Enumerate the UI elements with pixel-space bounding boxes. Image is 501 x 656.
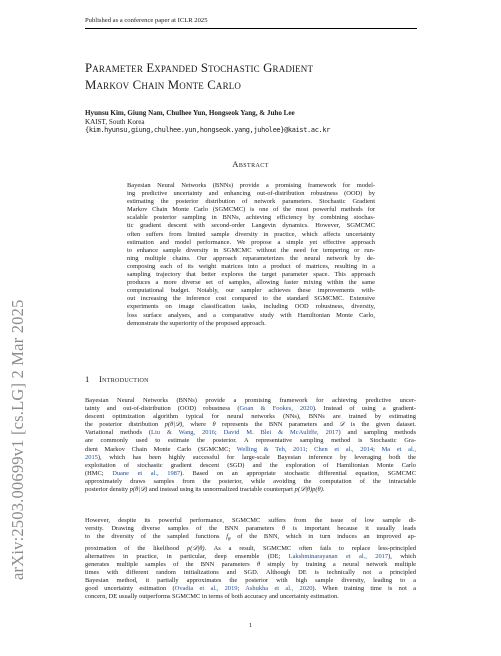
header-rule [85,28,417,29]
affiliation: KAIST, South Korea [85,118,145,126]
abstract-heading: Abstract [232,159,269,169]
paper-title [85,60,415,94]
abstract-body [127,182,375,328]
page-number: 1 [248,622,253,629]
math-expression: p(θ|𝒟) [164,421,183,429]
title-line-1: Parameter Expanded Stochastic Gradient [85,61,314,75]
citation-link[interactable]: Liu & Wang, 2016 [151,429,215,437]
text-line: Variational methods (Liu & Wang, 2016; David M. Blei & McAuliffe, 2017) and sampling methods [85,429,417,437]
text-line: descent optimization algorithm typical for neural networks (NNs), BNNs are trained by estimating [85,413,416,421]
author-emails[interactable]: {kim.hyunsu,giung,chulhee.yun,hongseok.yang,juholee}@kaist.ac.kr [85,126,331,134]
citation-link[interactable]: Chen et al., 2014 [314,445,374,453]
citation-link[interactable]: Ashukha et al., 2020 [245,585,313,593]
text-line: Bayesian method, it partially approximates the posterior with high sample diversity, leading to a [85,576,416,584]
section-number: 1 [85,374,90,384]
math-expression: 𝒟 [339,421,345,429]
arxiv-id[interactable]: arXiv:2503.00699v1 [cs.LG] 2 Mar 2025 [8,299,27,580]
abstract-line: sampling trajectory that better explores the target parameter space. This approach [127,271,375,279]
text-line: generates multiple samples of the BNN parameters θ simply by training a neural network multiple [85,560,416,568]
text-line: alternatives in practice, in particular, deep ensemble (DE; Lakshminarayanan et al., 2017), which [85,552,416,560]
citation-link[interactable]: David M. Blei & McAuliffe, 2017 [223,429,339,437]
text-line: exploitation of stochastic gradient descent (SGD) and the exploration of Hamiltonian Monte Carlo [85,461,416,469]
text-line: tainty and out-of-distribution (OOD) robustness (Goan & Fookes, 2020). Instead of using a gradient- [85,405,416,413]
text-line: approximately draws samples from the posterior, while avoiding the computation of the intractable [85,477,416,485]
abstract-line: computational budget. Notably, our sampler achieves these improvements with- [127,287,375,295]
abstract-line: Bayesian Neural Networks (BNNs) provide a promising framework for model- [127,182,375,189]
math-expression: p(𝒟|θ)p(θ) [294,486,323,494]
citation-link[interactable]: Ma et al., [381,445,416,453]
abstract-line: experiments on image classification tasks, including OOD robustness, diversity, [127,303,375,311]
text-line: times with different random initializations and SGD. Although DE is technically not a principled [85,568,416,576]
citation-link[interactable]: Welling & Teh, 2011 [236,445,306,453]
math-expression: θ [212,421,216,429]
running-head: Published as a conference paper at ICLR 2025 [85,17,208,24]
abstract-line: estimation and model performance. We propose a simple yet effective approach [127,238,375,246]
abstract-line: ing predictive uncertainty and enhancing out-of-distribution robustness (OOD) by [127,190,375,198]
intro-paragraph-1 [85,397,416,494]
abstract-line: out increasing the inference cost compared to the standard SGMCMC. Extensive [127,295,375,303]
math-expression: θ [281,525,285,533]
text-line: dient Markov Chain Monte Carlo (SGMCMC; Welling & Teh, 2011; Chen et al., 2014; Ma et al., [85,445,416,453]
text-line: to the diversity of the sampled functions $f_\theta$ of the BNN, which in turn induces an improved ap- [85,533,417,543]
citation-link[interactable]: Duane et al., 1987 [112,469,181,477]
math-expression: p(𝒟|θ) [187,544,205,552]
text-line: (HMC; Duane et al., 1987). Based on an appropriate stochastic differential equation, SGMCMC [85,469,416,477]
text-line: good uncertainty estimation (Ovadia et al., 2019; Ashukha et al., 2020). When training time is not a [85,585,417,593]
intro-paragraph-2 [85,517,416,601]
math-expression: f [226,533,228,541]
abstract-line: ning multiple chains. Our approach reparameterizes the neural network by de- [127,254,375,262]
abstract-line: often suffers from limited sample diversity in practice, which affects uncertainty [127,230,375,238]
abstract-line: tic gradient descent with second-order Langevin dynamics. However, SGMCMC [127,222,375,230]
citation-link[interactable]: Lakshminarayanan et al., 2017 [288,552,389,560]
section-heading-introduction [85,374,149,384]
math-subscript: θ [228,537,231,543]
text-line: versity. Drawing diverse samples of the BNN parameters θ is important because it usually leads [85,525,416,533]
abstract-line: Markov Chain Monte Carlo (SGMCMC) is one of the most powerful methods for [127,206,375,214]
abstract-line: demonstrate the superiority of the proposed approach. [127,319,266,327]
author-list: Hyunsu Kim, Giung Nam, Chulhee Yun, Hongseok Yang, & Juho Lee [85,109,295,117]
abstract-line: scalable posterior sampling in BNNs, achieving efficiency by combining stochas- [127,214,375,222]
text-line: 2015), which has been highly successful for large-scale Bayesian inference by leveraging both the [85,453,416,461]
section-title: Introduction [99,374,149,384]
abstract-line: composing each of its weight matrices into a product of matrices, resulting in a [127,262,375,270]
text-line: Bayesian Neural Networks (BNNs) provide a promising framework for achieving predictive uncer- [85,397,416,404]
math-expression: p(θ|𝒟) [129,486,148,494]
citation-link[interactable]: Goan & Fookes, 2020 [239,405,313,413]
title-line-2: Markov Chain Monte Carlo [85,78,242,92]
citation-link[interactable]: 2015 [85,453,98,461]
abstract-line: produces a more diverse set of samples, allowing faster mixing within the same [127,279,375,287]
text-line: are commonly used to estimate the posterior. A representative sampling method is Stochastic Gra- [85,437,416,445]
abstract-line: estimating the posterior distribution of network parameters. Stochastic Gradient [127,198,375,206]
text-line: However, despite its powerful performance, SGMCMC suffers from the issue of low sample di- [85,517,416,524]
text-line: the posterior distribution p(θ|𝒟), where θ represents the BNN parameters and 𝒟 is the given dataset. [85,421,417,429]
text-line: proximation of the likelihood p(𝒟|θ). As a result, SGMCMC often fails to replace less-principled [85,544,416,552]
text-line: posterior density p(θ|𝒟) and instead using its unnormalized tractable counterpart p(𝒟|θ)p(θ). [85,486,325,494]
abstract-line: loss surface analyses, and a comparative study with Hamiltonian Monte Carlo, [127,311,375,319]
math-expression: θ [256,560,261,568]
citation-link[interactable]: Ovadia et al., 2019 [174,585,238,593]
text-line: concern, DE usually outperforms SGMCMC in terms of both accuracy and uncertainty estimation. [85,593,339,601]
abstract-line: to enhance sample diversity in SGMCMC without the need for tempering or run- [127,246,375,254]
